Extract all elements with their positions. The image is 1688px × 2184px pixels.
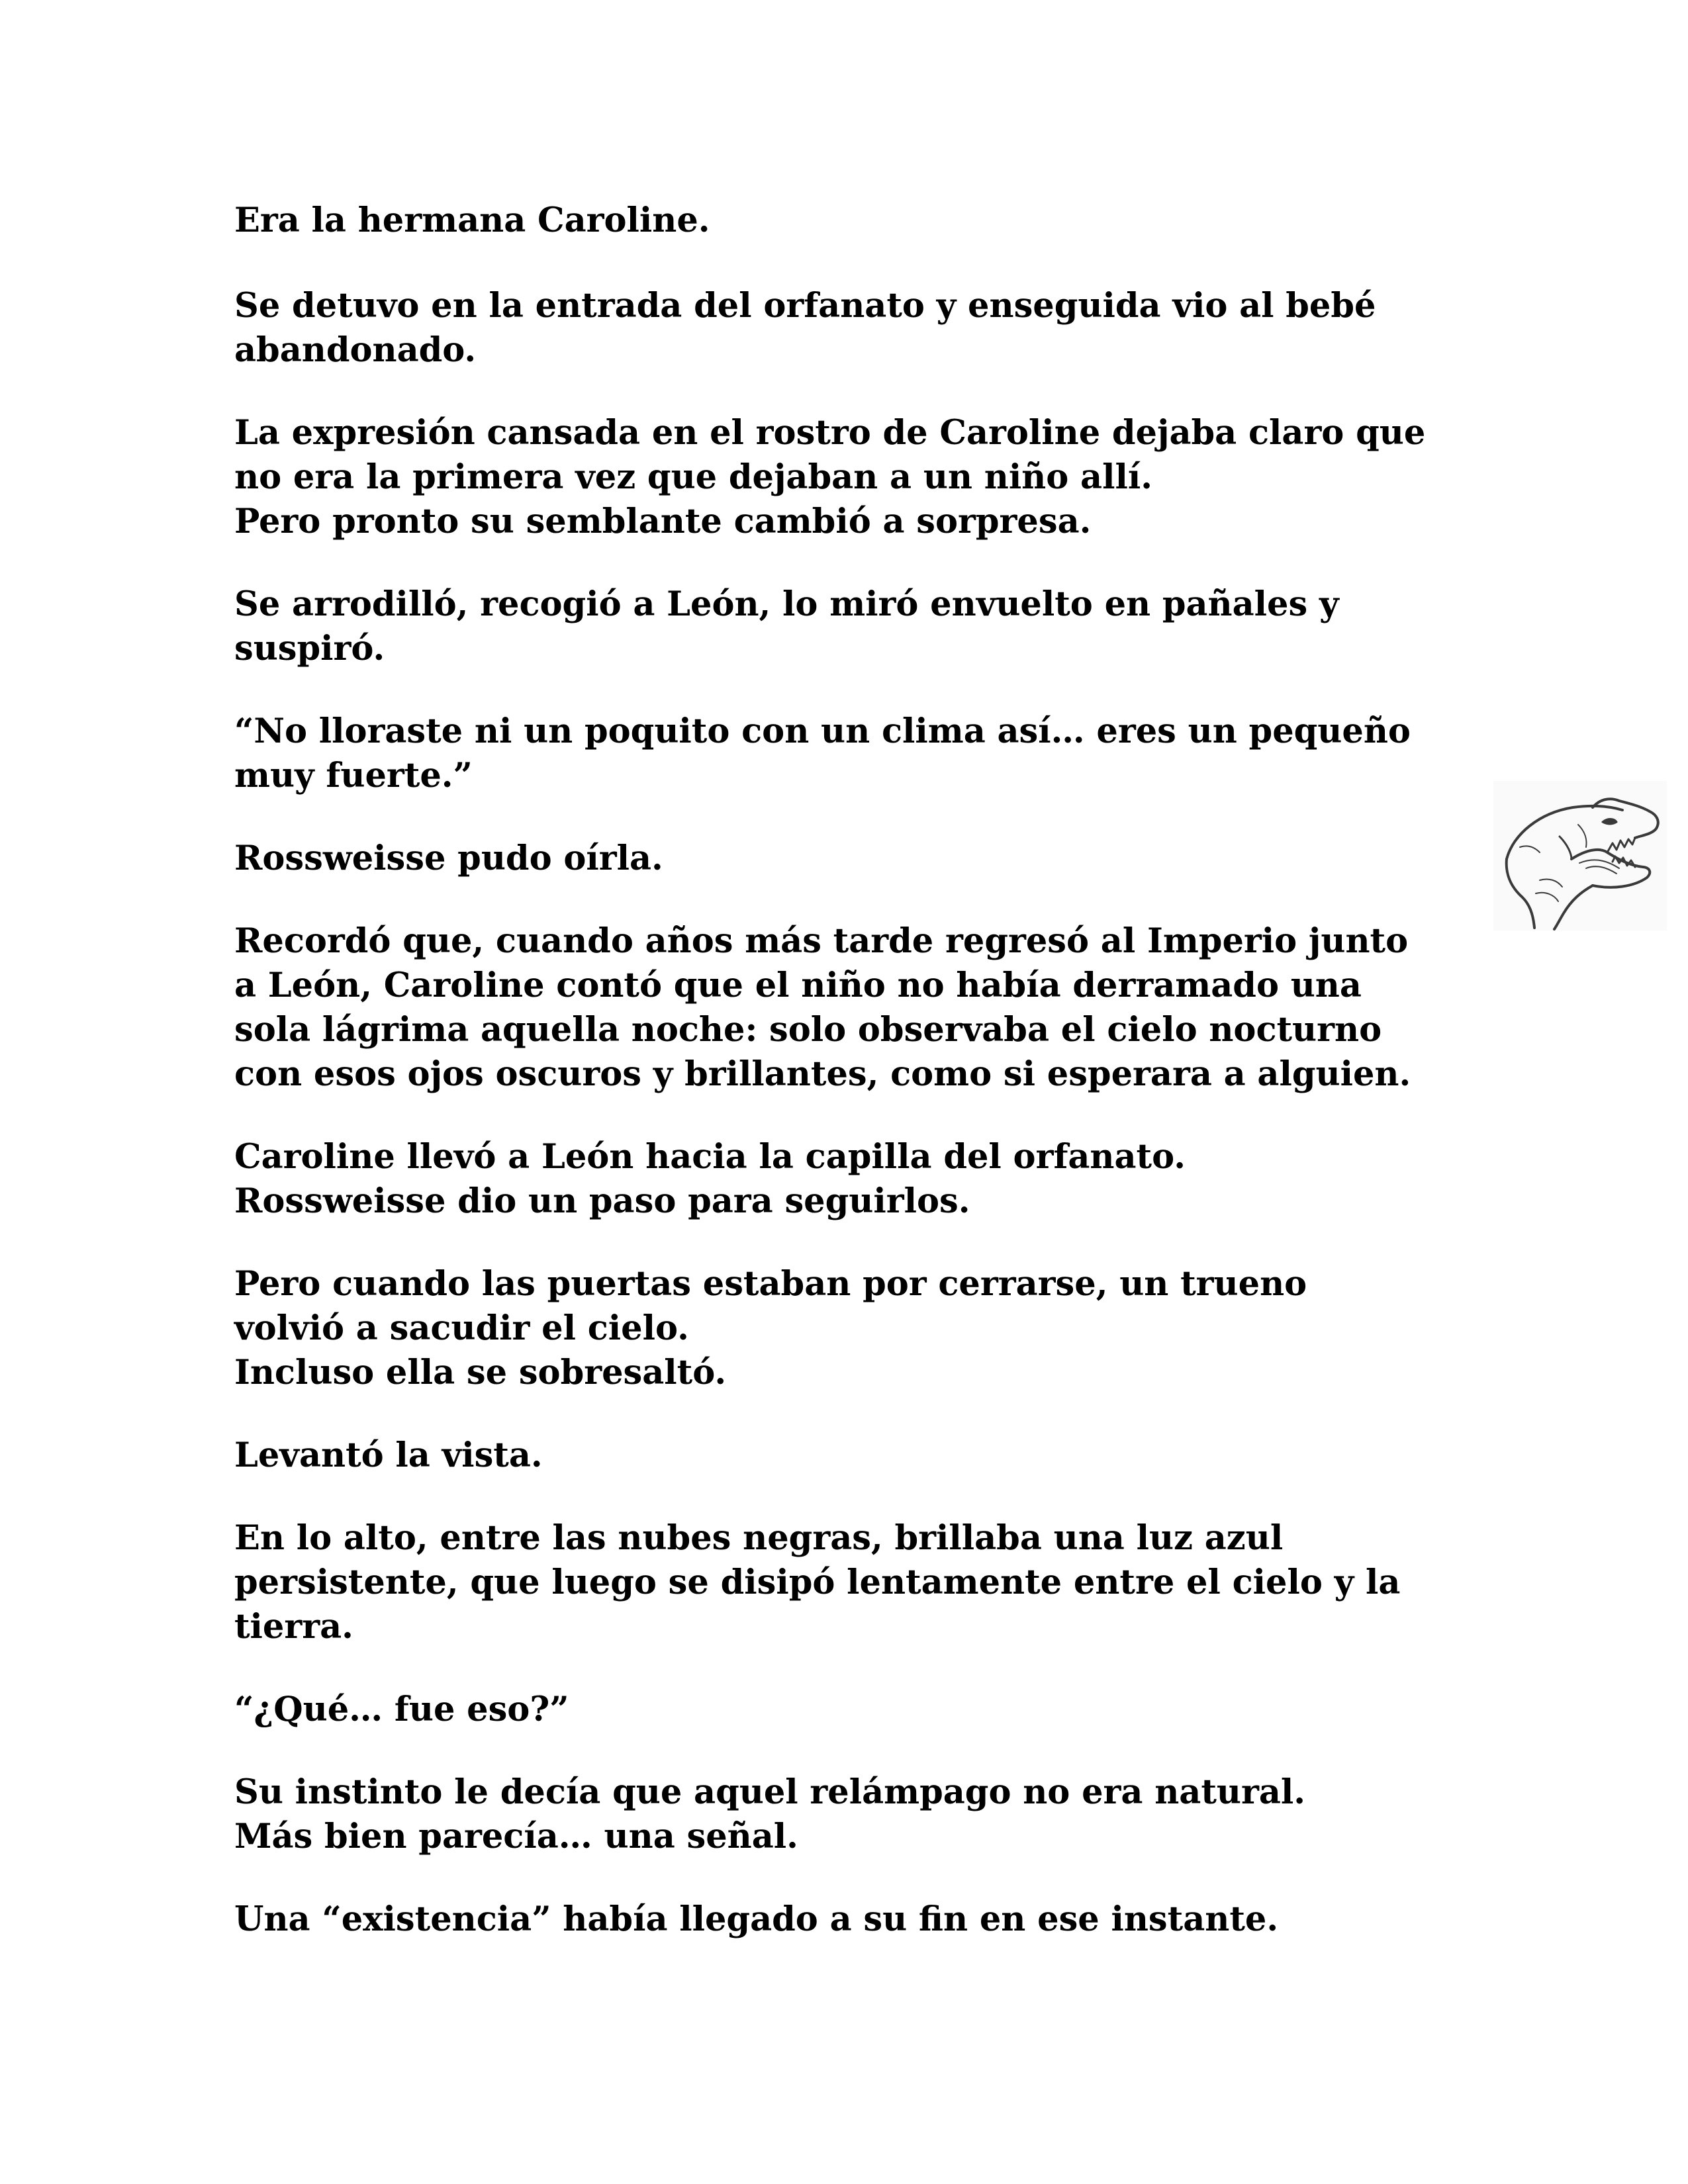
paragraph-11 (234, 1516, 1466, 1649)
paragraph-9 (234, 1262, 1466, 1395)
paragraph-line: Una “existencia” había llegado a su fin en ese instante. (234, 1899, 1279, 1939)
paragraph-line: Rossweisse dio un paso para seguirlos. (234, 1181, 970, 1221)
paragraph-line: tierra. (234, 1607, 353, 1647)
paragraph-line: Era la hermana Caroline. (234, 201, 710, 240)
paragraph-line: sola lágrima aquella noche: solo observaba el cielo nocturno (234, 1010, 1382, 1050)
paragraph-6 (234, 837, 1466, 881)
story-text (234, 199, 1466, 1980)
paragraph-line: Más bien parecía… una señal. (234, 1817, 798, 1856)
paragraph-line: Levantó la vista. (234, 1435, 543, 1475)
paragraph-13 (234, 1770, 1466, 1859)
paragraph-2 (234, 284, 1466, 373)
paragraph-line: En lo alto, entre las nubes negras, brillaba una luz azul (234, 1518, 1284, 1558)
paragraph-line: Incluso ella se sobresaltó. (234, 1353, 727, 1392)
paragraph-10 (234, 1433, 1466, 1478)
paragraph-line: con esos ojos oscuros y brillantes, como si esperara a alguien. (234, 1054, 1411, 1094)
paragraph-line: abandonado. (234, 330, 477, 370)
paragraph-line: “¿Qué… fue eso?” (234, 1690, 569, 1729)
paragraph-line: Recordó que, cuando años más tarde regresó al Imperio junto (234, 921, 1409, 961)
paragraph-line: Rossweisse pudo oírla. (234, 839, 663, 878)
paragraph-line: Caroline llevó a León hacia la capilla del orfanato. (234, 1137, 1186, 1177)
paragraph-14 (234, 1897, 1466, 1942)
paragraph-1 (234, 199, 1466, 243)
paragraph-line: Se detuvo en la entrada del orfanato y enseguida vio al bebé (234, 286, 1376, 326)
paragraph-line: Pero cuando las puertas estaban por cerrarse, un trueno (234, 1264, 1307, 1304)
paragraph-line: muy fuerte.” (234, 756, 473, 796)
paragraph-5 (234, 709, 1466, 798)
paragraph-line: Se arrodilló, recogió a León, lo miró envuelto en pañales y (234, 584, 1339, 624)
paragraph-line: suspiró. (234, 629, 385, 668)
dinosaur-head-sketch-icon (1493, 781, 1667, 931)
paragraph-line: La expresión cansada en el rostro de Caroline dejaba claro que (234, 413, 1426, 453)
paragraph-line: no era la primera vez que dejaban a un niño allí. (234, 457, 1152, 497)
paragraph-line: persistente, que luego se disipó lentamente entre el cielo y la (234, 1563, 1401, 1602)
paragraph-12 (234, 1688, 1466, 1732)
paragraph-line: “No lloraste ni un poquito con un clima así… eres un pequeño (234, 711, 1411, 751)
paragraph-line: Su instinto le decía que aquel relámpago no era natural. (234, 1772, 1306, 1812)
paragraph-line: Pero pronto su semblante cambió a sorpresa. (234, 502, 1092, 541)
paragraph-4 (234, 582, 1466, 671)
paragraph-line: volvió a sacudir el cielo. (234, 1308, 689, 1348)
paragraph-line: a León, Caroline contó que el niño no había derramado una (234, 966, 1362, 1005)
paragraph-7 (234, 919, 1466, 1097)
paragraph-3 (234, 411, 1466, 544)
paragraph-8 (234, 1135, 1466, 1224)
